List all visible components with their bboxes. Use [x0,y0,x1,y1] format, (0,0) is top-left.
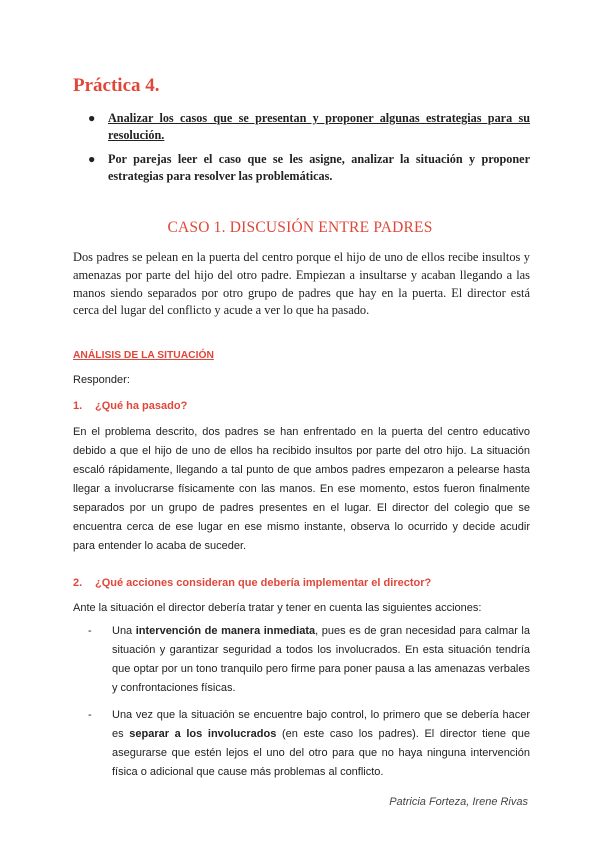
action-text-post: , pues es de gran necesidad para calmar la situación y garantizar seguridad a todos los involucrados. En esta situación tendría que optar por un tono tranquilo pero firme para poner pausa a las amenazas verbales y confrontaciones físicas. [112,625,530,694]
question-1 [73,400,187,412]
bullet-icon: ● [88,152,96,166]
answer-1: En el problema descrito, dos padres se han enfrentado en la puerta del centro educativo debido a que el hijo de uno de ellos ha recibido insultos por parte del otro hijo. La situación escaló rápidamente, llegando a tal punto de que ambos padres empezaron a pelearse hasta llegar a involucrarse físicamente con las manos. En ese momento, estos fueron finalmente separados por un grupo de padres presentes en el lugar. El director del colegio que se encuentra cerca de ese lugar en ese mismo instante, observa lo ocurrido y decide acudir para entender lo acaba de suceder. [73,426,530,552]
objective-text: Por parejas leer el caso que se les asigne, analizar la situación y proponer estrategias para resolver las problemáticas. [108,152,530,183]
action-text-pre: Una [112,625,136,637]
objectives-list [88,110,530,192]
action-item [88,706,530,782]
case-title: CASO 1. DISCUSIÓN ENTRE PADRES [167,219,433,236]
bullet-icon: ● [88,111,96,125]
objective-item [88,110,530,143]
dash-bullet: - [88,709,92,721]
action-emphasis: separar a los involucrados [129,728,277,740]
dash-bullet: - [88,625,92,637]
action-text-pre: Una vez que la situación se encuentre bajo control, lo primero que se debería hacer es [112,709,530,740]
question-text: ¿Qué acciones consideran que debería implementar el director? [95,577,432,589]
respond-label: Responder: [73,374,130,386]
objective-item [88,151,530,184]
question-number: 2. [73,577,83,589]
page-footer-authors: Patricia Forteza, Irene Rivas [389,796,528,808]
question-number: 1. [73,400,83,412]
case-description: Dos padres se pelean en la puerta del centro porque el hijo de uno de ellos recibe insultos y amenazas por parte del hijo del otro padre. Empiezan a insultarse y acaban llegando a las manos siendo separados por otro grupo de padres que hay en la puerta. El director está cerca del lugar del conflicto y acude a ver lo que ha pasado. [73,250,530,318]
action-item [88,622,530,698]
actions-list [88,622,530,790]
objective-text: Analizar los casos que se presentan y proponer algunas estrategias para su resolución. [108,111,530,142]
action-emphasis: intervención de manera inmediata [135,625,316,637]
question-text: ¿Qué ha pasado? [95,400,188,412]
page-title: Práctica 4. [73,75,160,96]
answer-2-intro: Ante la situación el director debería tratar y tener en cuenta las siguientes acciones: [73,602,482,614]
action-text-post: (en este caso los padres). El director tiene que asegurarse que estén lejos el uno del otro para que no haya ninguna intervención física o adicional que cause más problemas al conflicto. [112,728,530,778]
analysis-heading: ANÁLISIS DE LA SITUACIÓN [73,350,214,361]
question-2 [73,577,431,589]
